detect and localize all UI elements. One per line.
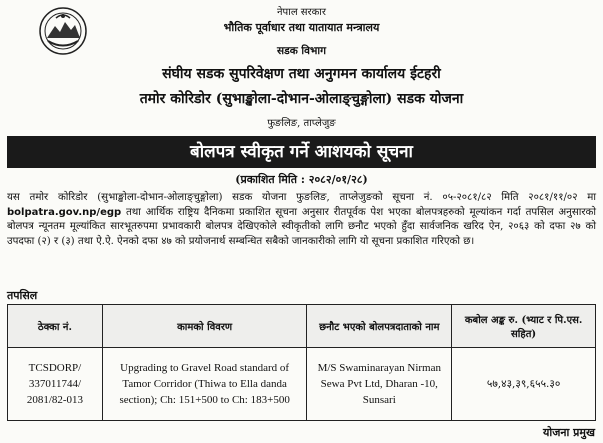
- details-label: तपसिल: [7, 289, 38, 302]
- table-header-row: [8, 305, 596, 348]
- project-name: तमोर कोरिडोर (सुभाङ्खोला-दोभान-ओलाङ्चुङ्गोला) सडक योजना: [139, 91, 464, 107]
- department-name: सडक विभाग: [276, 45, 326, 57]
- notice-body-text-continued: तथा आर्थिक राष्ट्रिय दैनिकमा प्रकाशित सूचना अनुसार रीतपूर्वक पेश भएका बोलपत्रहरुको मूल्यांकन गर्दा तपसिल अनुसारको बोलपत्र न्यूनतम मूल्यांकित सारभूतरुपमा प्रभावकारी बोलपत्र देखिएकोले स्वीकृतीको लागि छनौट भएको हुँदा सार्वजनिक खरिद ऐन, २०६३ को दफा २७ को उपदफा (२) र (३) तथा ऐ.ऐ. ऐनको दफा ४७ को प्रयोजनार्थ सम्बन्धित सबैको जानकारीको लागि यो सूचना प्रकाशित गरिएको छ।: [7, 206, 596, 247]
- notice-body-text: यस तमोर कोरिडोर (सुभाङ्खोला-दोभान-ओलाङ्चुङ्गोला) सडक योजना फुङलिङ, ताप्लेजुङको सूचना नं. ०५-२०८१/८२ मिति २०८१/११/०२ मा: [7, 192, 596, 203]
- notice-title: बोलपत्र स्वीकृत गर्ने आशयको सूचना: [7, 136, 596, 168]
- office-location: फुङलिङ, ताप्लेजुङ: [267, 118, 336, 129]
- notice-body: [7, 191, 596, 249]
- bid-amount: ५७,४३,३९,६५५.३०: [452, 348, 596, 421]
- work-description: Upgrading to Gravel Road standard of Tamor Corridor (Thiwa to Ella danda section); Ch: 151+500 to Ch: 183+500: [102, 348, 307, 421]
- published-date: (प्रकाशित मिति : २०८२/०१/२८): [235, 173, 368, 186]
- ministry-name: भौतिक पूर्वाधार तथा यातायात मन्त्रालय: [223, 21, 380, 34]
- award-table: [7, 304, 596, 421]
- bidder-name: M/S Swaminarayan Nirman Sewa Pvt Ltd, Dharan -10, Sunsari: [307, 348, 452, 421]
- egp-link[interactable]: bolpatra.gov.np/egp: [7, 206, 122, 218]
- header-selected-bidder: छनौट भएको बोलपत्रदाताको नाम: [307, 305, 452, 348]
- header-contract-no: ठेक्का नं.: [8, 305, 103, 348]
- signature-title: योजना प्रमुख: [542, 426, 595, 439]
- office-name: संघीय सडक सुपरिवेक्षण तथा अनुगमन कार्यालय ईटहरी: [162, 66, 441, 82]
- table-row: [8, 348, 596, 421]
- contract-number: TCSDORP/ 337011744/ 2081/82-013: [8, 348, 103, 421]
- header-work-description: कामको विवरण: [102, 305, 307, 348]
- government-name: नेपाल सरकार: [277, 7, 326, 18]
- header-bid-amount: कबोल अङ्क रु. (भ्याट र पि.एस. सहित): [452, 305, 596, 348]
